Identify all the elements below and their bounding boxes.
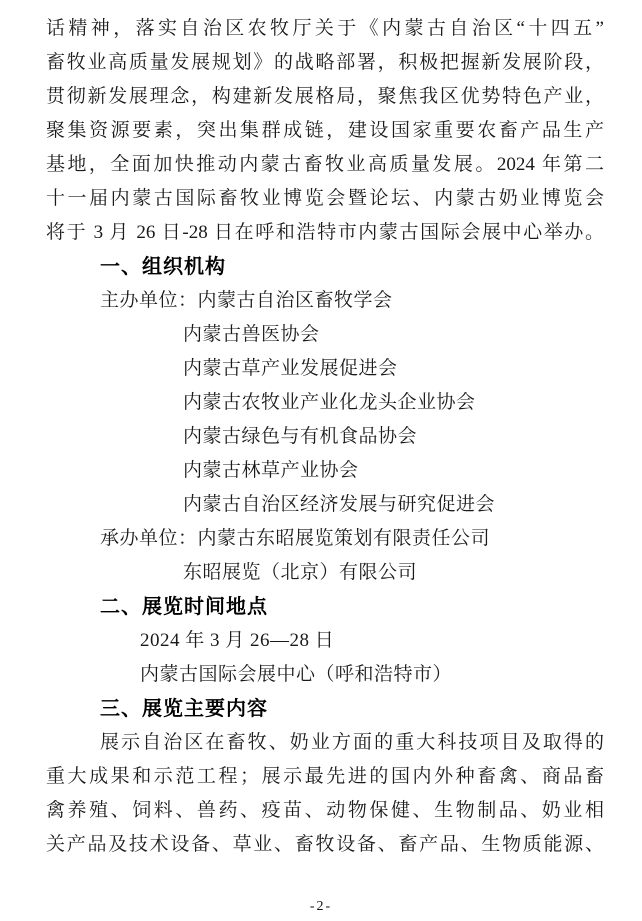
host-unit-item: 内蒙古兽医协会 [183,324,320,345]
content-paragraph-line: 关产品及技术设备、草业、畜牧设备、畜产品、生物质能源、 [46,834,604,855]
intro-paragraph-line: 贯彻新发展理念，构建新发展格局，聚焦我区优势特色产业， [46,86,604,107]
host-unit-item: 内蒙古自治区经济发展与研究促进会 [183,494,496,515]
host-unit-item: 内蒙古草产业发展促进会 [183,358,398,379]
organizer-label-line: 承办单位：内蒙古东昭展览策划有限责任公司 [100,528,491,549]
intro-paragraph-line: 十一届内蒙古国际畜牧业博览会暨论坛、内蒙古奶业博览会 [46,188,604,209]
exhibition-venue: 内蒙古国际会展中心（呼和浩特市） [140,664,453,685]
intro-paragraph-line: 畜牧业高质量发展规划》的战略部署，积极把握新发展阶段， [46,52,604,73]
section-three-heading: 三、展览主要内容 [100,698,268,720]
content-paragraph-line: 禽养殖、饲料、兽药、疫苗、动物保健、生物制品、奶业相 [46,800,604,821]
host-unit-item: 内蒙古农牧业产业化龙头企业协会 [183,392,476,413]
host-unit-item: 内蒙古绿色与有机食品协会 [183,426,418,447]
intro-paragraph-line: 聚集资源要素，突出集群成链，建设国家重要农畜产品生产 [46,120,604,141]
host-unit-item: 内蒙古林草产业协会 [183,460,359,481]
page-number: -2- [309,899,333,914]
content-paragraph-line: 重大成果和示范工程；展示最先进的国内外种畜禽、商品畜 [46,766,604,787]
intro-paragraph-line: 将于 3 月 26 日-28 日在呼和浩特市内蒙古国际会展中心举办。 [46,222,604,243]
section-two-heading: 二、展览时间地点 [100,596,268,618]
content-paragraph-line: 展示自治区在畜牧、奶业方面的重大科技项目及取得的 [100,732,604,753]
intro-paragraph-line: 话精神，落实自治区农牧厅关于《内蒙古自治区“十四五” [46,18,604,39]
exhibition-date: 2024 年 3 月 26—28 日 [140,630,335,651]
intro-paragraph-line: 基地，全面加快推动内蒙古畜牧业高质量发展。2024 年第二 [46,154,604,175]
host-units-label-line: 主办单位：内蒙古自治区畜牧学会 [100,290,393,311]
organizer-unit-item: 东昭展览（北京）有限公司 [183,562,418,583]
section-one-heading: 一、组织机构 [100,256,226,278]
